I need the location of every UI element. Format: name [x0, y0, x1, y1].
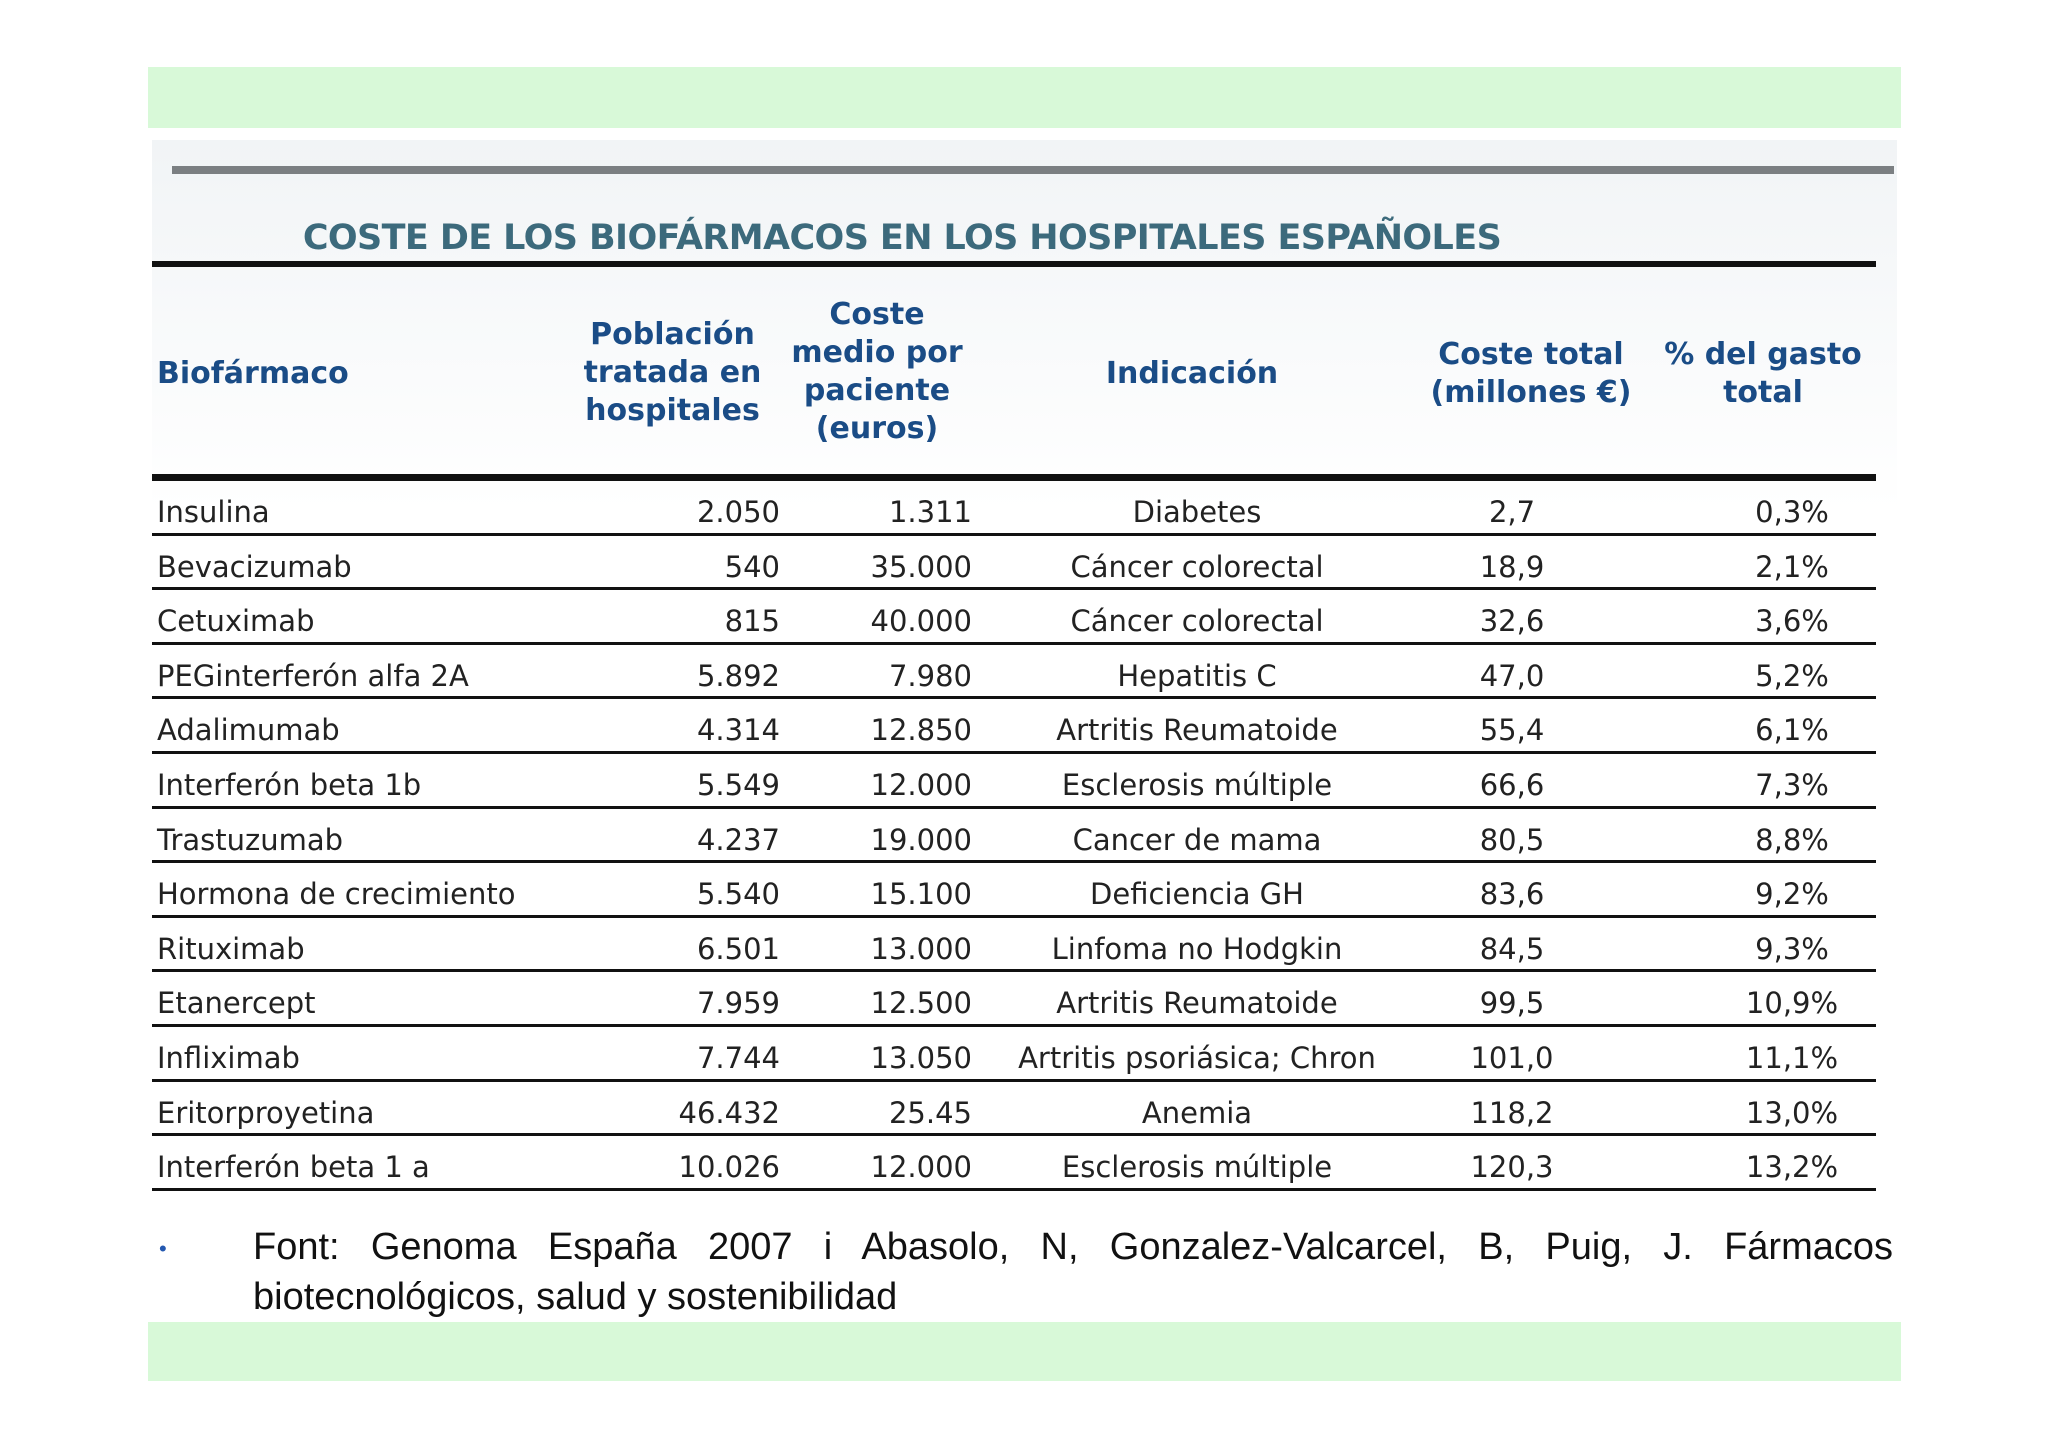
- cell-indicacion: Deficiencia GH: [1090, 877, 1304, 912]
- cell-porcentaje: 7,3%: [1755, 767, 1829, 802]
- header-coste-total: Coste total (millones €): [1430, 337, 1632, 410]
- header-bottom-rule: [152, 474, 1876, 481]
- cell-porcentaje: 13,2%: [1745, 1150, 1839, 1185]
- table-row: [152, 645, 1876, 700]
- cell-coste-total: 80,5: [1479, 822, 1545, 857]
- cell-porcentaje: 9,3%: [1755, 931, 1829, 966]
- cell-coste-medio: 1.311: [888, 495, 972, 529]
- cell-coste-medio: 40.000: [870, 604, 972, 639]
- cell-indicacion: Artritis psoriásica; Chron: [1018, 1040, 1376, 1075]
- cell-coste-total: 2,7: [1488, 495, 1536, 529]
- cell-porcentaje: 3,6%: [1755, 604, 1829, 639]
- cell-indicacion: Hepatitis C: [1117, 658, 1277, 693]
- header-indicacion: Indicación: [1105, 356, 1279, 391]
- cell-porcentaje: 5,2%: [1755, 658, 1829, 693]
- table-row: [152, 918, 1876, 973]
- cell-indicacion: Cáncer colorectal: [1070, 549, 1324, 584]
- cell-poblacion: 7.959: [696, 986, 780, 1021]
- cell-porcentaje: 9,2%: [1755, 877, 1829, 912]
- cell-coste-medio: 19.000: [870, 822, 972, 857]
- cell-biofarmaco: Trastuzumab: [157, 822, 344, 857]
- header-porcentaje: % del gasto total: [1664, 337, 1862, 410]
- cell-poblacion: 5.540: [696, 877, 780, 912]
- cell-coste-total: 84,5: [1479, 931, 1545, 966]
- top-green-band: [148, 67, 1901, 128]
- cell-biofarmaco: Etanercept: [157, 986, 316, 1021]
- cell-coste-total: 120,3: [1470, 1150, 1554, 1185]
- table-row: [152, 863, 1876, 918]
- header-coste-medio: Coste medio por paciente (euros): [791, 297, 963, 446]
- cell-porcentaje: 11,1%: [1745, 1040, 1839, 1075]
- cell-coste-medio: 12.000: [870, 1150, 972, 1185]
- cell-coste-medio: 13.050: [870, 1040, 972, 1075]
- cell-poblacion: 815: [724, 604, 780, 639]
- cell-poblacion: 5.892: [696, 658, 780, 693]
- cell-coste-medio: 12.000: [870, 767, 972, 802]
- cell-poblacion: 2.050: [696, 495, 780, 529]
- cell-indicacion: Artritis Reumatoide: [1056, 986, 1338, 1021]
- cell-coste-total: 47,0: [1479, 658, 1545, 693]
- table-row: [152, 481, 1876, 536]
- cell-biofarmaco: Bevacizumab: [157, 549, 352, 584]
- cell-indicacion: Anemia: [1141, 1095, 1253, 1130]
- cell-coste-medio: 12.500: [870, 986, 972, 1021]
- top-divider: [172, 166, 1894, 174]
- cell-biofarmaco: Infliximab: [157, 1040, 300, 1075]
- cell-coste-total: 32,6: [1479, 604, 1545, 639]
- cell-coste-total: 99,5: [1479, 986, 1545, 1021]
- cell-poblacion: 6.501: [696, 931, 780, 966]
- cell-indicacion: Esclerosis múltiple: [1061, 767, 1333, 802]
- bullet-icon: •: [159, 1236, 167, 1261]
- cell-poblacion: 7.744: [696, 1040, 780, 1075]
- table-title: COSTE DE LOS BIOFÁRMACOS EN LOS HOSPITALES ESPAÑOLES: [302, 218, 1502, 258]
- cell-porcentaje: 10,9%: [1745, 986, 1839, 1021]
- table-row: [152, 754, 1876, 809]
- cell-biofarmaco: Interferón beta 1 a: [157, 1150, 430, 1185]
- cell-indicacion: Diabetes: [1132, 495, 1262, 529]
- cell-coste-total: 18,9: [1479, 549, 1545, 584]
- table-row: [152, 699, 1876, 754]
- cell-coste-medio: 7.980: [888, 658, 972, 693]
- cell-poblacion: 4.314: [696, 713, 780, 748]
- cell-biofarmaco: Rituximab: [157, 931, 305, 966]
- table-body: [152, 481, 1876, 1191]
- table-row: [152, 809, 1876, 864]
- cell-porcentaje: 0,3%: [1755, 495, 1829, 529]
- table-row: [152, 536, 1876, 591]
- table-row: [152, 1136, 1876, 1191]
- cell-coste-medio: 12.850: [870, 713, 972, 748]
- cell-coste-medio: 15.100: [870, 877, 972, 912]
- cell-coste-medio: 13.000: [870, 931, 972, 966]
- cell-coste-medio: 35.000: [870, 549, 972, 584]
- cell-indicacion: Cancer de mama: [1072, 822, 1322, 857]
- cell-poblacion: 10.026: [678, 1150, 780, 1185]
- cell-coste-total: 118,2: [1470, 1095, 1554, 1130]
- cell-coste-total: 55,4: [1479, 713, 1545, 748]
- cell-poblacion: 4.237: [696, 822, 780, 857]
- header-biofarmaco: Biofármaco: [157, 356, 349, 391]
- cell-biofarmaco: Hormona de crecimiento: [157, 877, 516, 912]
- cell-poblacion: 540: [724, 549, 780, 584]
- cell-porcentaje: 8,8%: [1755, 822, 1829, 857]
- header-poblacion: Población tratada en hospitales: [583, 317, 762, 428]
- cell-porcentaje: 13,0%: [1745, 1095, 1839, 1130]
- table-row: [152, 1082, 1876, 1137]
- cell-biofarmaco: Insulina: [157, 495, 270, 529]
- cell-biofarmaco: Adalimumab: [157, 713, 340, 748]
- cell-porcentaje: 6,1%: [1755, 713, 1829, 748]
- bottom-green-band: [148, 1322, 1901, 1381]
- cell-indicacion: Linfoma no Hodgkin: [1051, 931, 1343, 966]
- cell-indicacion: Artritis Reumatoide: [1056, 713, 1338, 748]
- table-row: [152, 1027, 1876, 1082]
- cell-biofarmaco: Cetuximab: [157, 604, 315, 639]
- source-citation: Font: Genoma España 2007 i Abasolo, N, Gonzalez-Valcarcel, B, Puig, J. Fármacos biotecnológicos, salud y sostenibilidad: [253, 1226, 1893, 1318]
- cell-poblacion: 5.549: [696, 767, 780, 802]
- cell-biofarmaco: PEGinterferón alfa 2A: [157, 658, 469, 693]
- cell-coste-total: 83,6: [1479, 877, 1545, 912]
- header-top-rule: [152, 261, 1876, 267]
- cell-coste-total: 101,0: [1470, 1040, 1554, 1075]
- cell-biofarmaco: Eritorproyetina: [157, 1095, 375, 1130]
- cell-indicacion: Esclerosis múltiple: [1061, 1150, 1333, 1185]
- table-row: [152, 590, 1876, 645]
- cell-coste-total: 66,6: [1479, 767, 1545, 802]
- cell-coste-medio: 25.45: [888, 1095, 972, 1130]
- cell-porcentaje: 2,1%: [1755, 549, 1829, 584]
- table-row: [152, 972, 1876, 1027]
- cell-poblacion: 46.432: [678, 1095, 780, 1130]
- cell-indicacion: Cáncer colorectal: [1070, 604, 1324, 639]
- cell-biofarmaco: Interferón beta 1b: [157, 767, 422, 802]
